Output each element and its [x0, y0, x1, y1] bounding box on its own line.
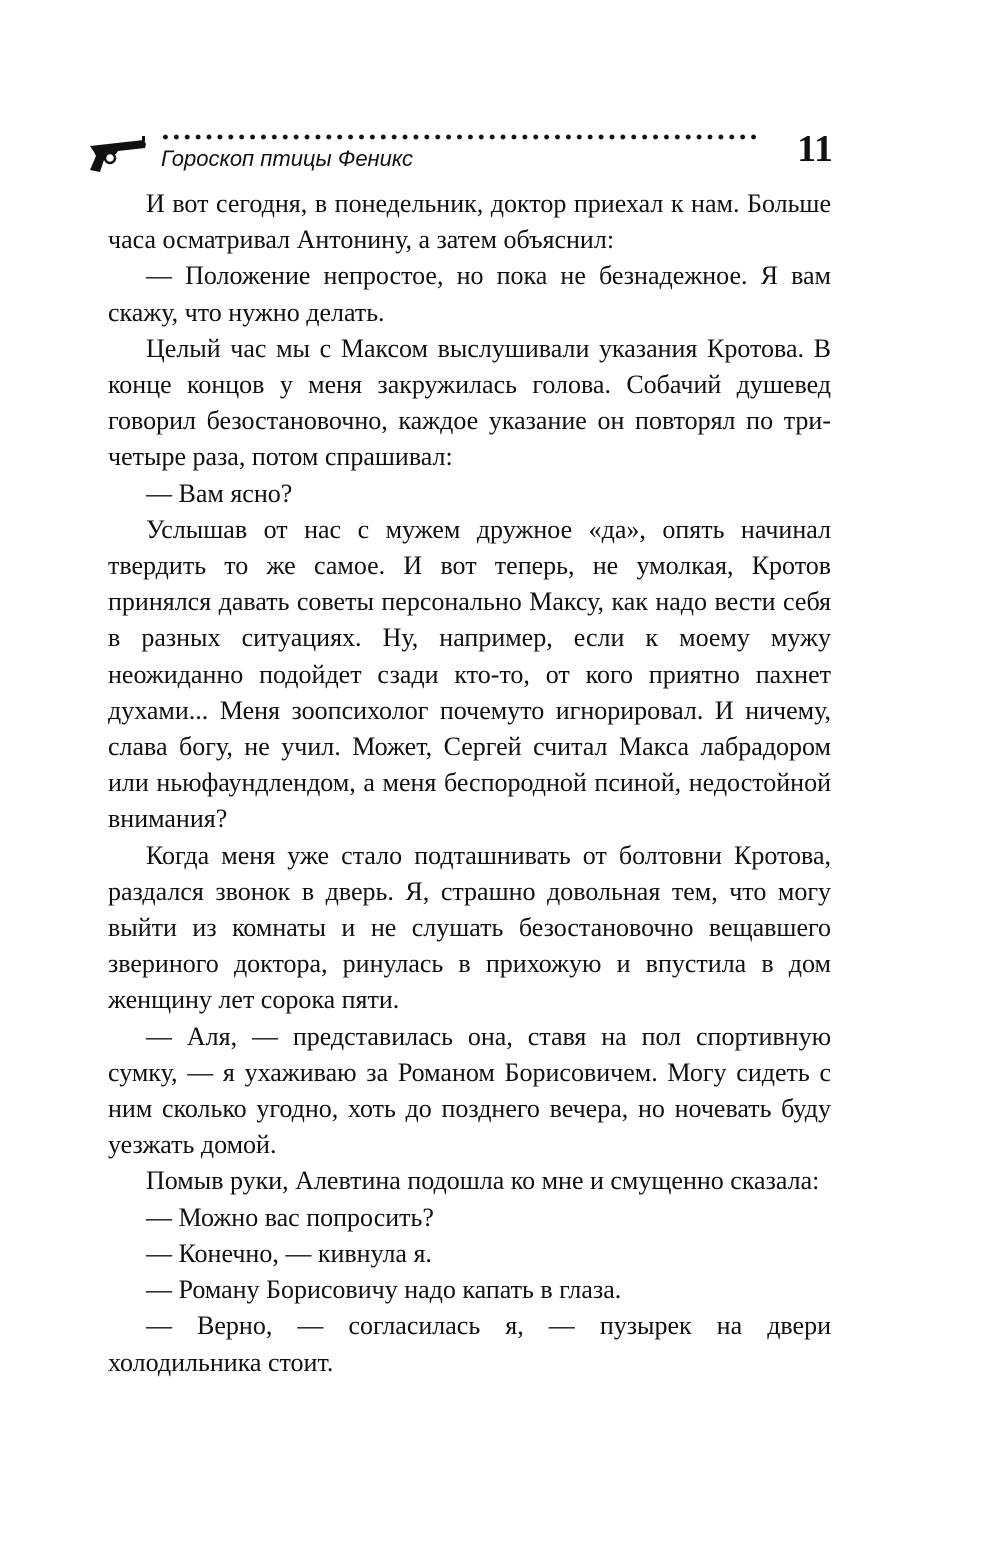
- paragraph: Целый час мы с Максом выслушивали указания Кротова. В конце концов у меня закружилась голова. Собачий душевед говорил безостановочно, каждое указание он повторял по три-четыре раза, потом спрашивал:: [108, 333, 831, 472]
- page-header: [88, 128, 833, 178]
- paragraph: — Можно вас попросить?: [146, 1202, 434, 1232]
- paragraph: — Верно, — согласилась я, — пузырек на двери холодильника стоит.: [108, 1311, 831, 1377]
- paragraph: — Положение непростое, но пока не безнадежное. Я вам скажу, что нужно делать.: [108, 261, 831, 327]
- paragraph: — Роману Борисовичу надо капать в глаза.: [146, 1275, 622, 1305]
- paragraph: Услышав от нас с мужем дружное «да», опять начинал твердить то же самое. И вот теперь, не умолкая, Кротов принялся давать советы персонально Максу, как надо вести себя в разных ситуациях. Ну, например, если к моему мужу неожиданно подойдет сзади кто-то, от кого приятно пахнет духами... Меня зоопсихолог почемуто игнорировал. И ничему, слава богу, не учил. Может, Сергей считал Макса лабрадором или ньюфаундлендом, а меня беспородной псиной, недостойной внимания?: [108, 514, 831, 834]
- paragraph: И вот сегодня, в понедельник, доктор приехал к нам. Больше часа осматривал Антонину, а затем объяснил:: [108, 189, 831, 255]
- paragraph: Когда меня уже стало подташнивать от болтовни Кротова, раздался звонок в дверь. Я, страшно довольная тем, что могу выйти из комнаты и не слушать безостановочно вещавшего звериного доктора, ринулась в прихожую и впустила в дом женщину лет сорока пяти.: [108, 840, 831, 1015]
- dotted-rule: [160, 134, 760, 140]
- page-number: 11: [797, 128, 833, 170]
- page-body: [108, 186, 831, 1381]
- paragraph: — Аля, — представилась она, ставя на пол спортивную сумку, — я ухаживаю за Романом Борисовичем. Могу сидеть с ним сколько угодно, хоть до позднего вечера, но ночевать буду уезжать домой.: [108, 1021, 831, 1160]
- revolver-icon: [88, 132, 148, 172]
- paragraph: — Вам ясно?: [146, 478, 293, 508]
- paragraph: — Конечно, — кивнула я.: [146, 1238, 432, 1268]
- paragraph: Помыв руки, Алевтина подошла ко мне и смущенно сказала:: [146, 1166, 820, 1196]
- running-title: Гороскоп птицы Феникс: [161, 146, 414, 171]
